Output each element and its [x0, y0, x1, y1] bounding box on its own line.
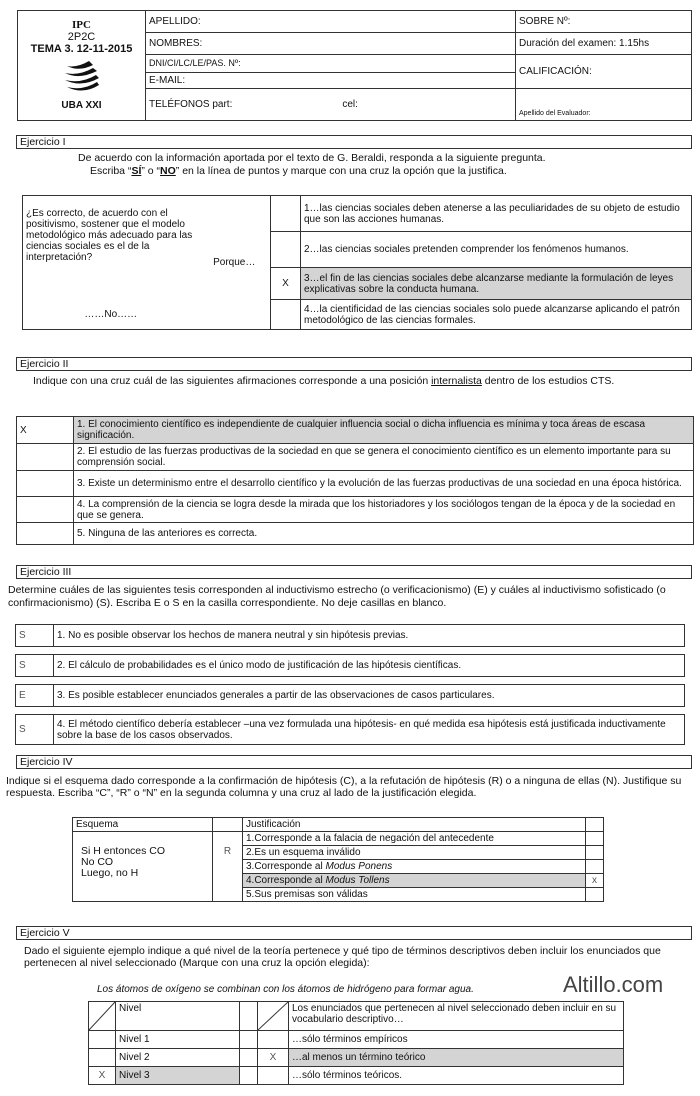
ej4-modus-tollens: Modus Tollens	[325, 875, 390, 886]
ej5-nivel-mark[interactable]: X	[89, 1067, 116, 1085]
ej1-option: 4…la cientificidad de las ciencias sociales solo puede alcanzarse aplicando el patrón metodológico de las ciencias formales.	[301, 300, 692, 330]
ej5-corner	[89, 1002, 116, 1031]
ej5-term-mark[interactable]	[258, 1067, 289, 1085]
ej2-internalista: internalista	[431, 375, 482, 387]
ej3-intro: Determine cuáles de las siguientes tesis corresponden al inductivismo estrecho (o verificacionismo) (E) y cuáles al inductivismo sofisticado (o confirmacionismo) (S). Escriba E o S en la casilla correspondiente. No deje casillas en blanco.	[8, 584, 666, 609]
exam-header	[17, 10, 692, 121]
ej2-option: 3. Existe un determinismo entre el desarrollo científico y la evolución de las fuerzas productivas de una sociedad en una época histórica.	[74, 471, 694, 497]
ej4-justificacion: 2.Es un esquema inválido	[243, 846, 586, 860]
ej4-intro: Indique si el esquema dado corresponde a la confirmación de hipótesis (C), a la refutación de hipótesis (R) o a ninguna de ellas (N). Justifique su respuesta. Escriba “C”, “R” o “N” en la segunda columna y una cruz al lado de la justificación elegida.	[6, 775, 682, 799]
ej1-option-mark[interactable]	[271, 300, 301, 330]
diagonal-line-icon	[258, 1002, 288, 1030]
ej2-option: 2. El estudio de las fuerzas productivas de la sociedad en que se genera el conocimiento científico es un elemento importante para su comprensión social.	[74, 444, 694, 471]
ej2-mark[interactable]	[17, 523, 74, 545]
ejercicio-2-title: Ejercicio II	[16, 357, 692, 371]
ej3-answer[interactable]: S	[16, 625, 54, 647]
cel-label: cel:	[342, 99, 358, 110]
ej5-nivel-selected: Nivel 3	[116, 1067, 240, 1085]
ej4-col-mark	[586, 818, 604, 832]
ej2-option: 4. La comprensión de la ciencia se logra desde la mirada que los historiadores y los sociólogos tengan de la época y de la sociedad en que se genera.	[74, 497, 694, 523]
ej3-thesis: 4. El método científico debería establecer –una vez formulada una hipótesis- en qué medida esa hipótesis está justificada inductivamente sobre la base de los casos observados.	[54, 715, 685, 745]
ej2-mark[interactable]	[17, 497, 74, 523]
ejercicio-5-title: Ejercicio V	[16, 926, 692, 940]
ej4-justificacion	[243, 860, 586, 874]
ej2-intro-text: dentro de los estudios CTS.	[481, 375, 615, 387]
ej4-modus-ponens: Modus Ponens	[325, 861, 393, 872]
ej5-spacer	[240, 1067, 258, 1085]
apellido-field[interactable]: APELLIDO:	[146, 11, 516, 33]
ej2-option: 5. Ninguna de las anteriores es correcta.	[74, 523, 694, 545]
telefonos-field[interactable]	[146, 89, 516, 121]
ej4-j3-text: 3.Corresponde al	[246, 861, 326, 872]
ej4-mark[interactable]: x	[586, 874, 604, 888]
ej1-option-mark[interactable]: X	[271, 268, 301, 300]
ej2-mark[interactable]: X	[17, 417, 74, 444]
ej4-col-answer	[213, 818, 243, 832]
email-field[interactable]: E-MAIL:	[146, 73, 516, 89]
ej1-table	[22, 195, 692, 330]
ej1-intro-1: De acuerdo con la información aportada por el texto de G. Beraldi, responda a la siguiente pregunta.	[78, 152, 546, 164]
ej5-term: …sólo términos teóricos.	[289, 1067, 624, 1085]
ej4-col-esquema: Esquema	[73, 818, 213, 832]
ej2-intro	[33, 375, 673, 387]
ej1-intro-text: ” o “	[141, 165, 161, 177]
ej3-answer[interactable]: S	[16, 655, 54, 677]
ej5-term: …sólo términos empíricos	[289, 1031, 624, 1049]
ej1-answer[interactable]: ……No……	[23, 300, 199, 330]
ej1-question: ¿Es correcto, de acuerdo con el positivismo, sostener que el modelo metodológico más adecuado para las ciencias sociales es el de la interpretación?	[23, 196, 199, 300]
ej4-table	[72, 817, 604, 902]
ejercicio-3-title: Ejercicio III	[16, 565, 692, 579]
ej4-esquema-line: Luego, no H	[81, 867, 139, 879]
dni-field[interactable]: DNI/CI/LC/LE/PAS. Nº:	[146, 55, 516, 73]
ej5-term-selected: …al menos un término teórico	[289, 1049, 624, 1067]
ej5-spacer	[240, 1031, 258, 1049]
ej4-esquema	[73, 832, 213, 902]
ej4-mark[interactable]	[586, 832, 604, 846]
ej3-answer[interactable]: S	[16, 715, 54, 745]
ej5-nivel-mark[interactable]	[89, 1049, 116, 1067]
ej1-no: NO	[160, 165, 176, 177]
ej2-intro-text: Indique con una cruz cuál de las siguientes afirmaciones corresponde a una posición	[33, 375, 432, 387]
ej5-nivel-mark[interactable]	[89, 1031, 116, 1049]
ej1-option-mark[interactable]	[271, 232, 301, 268]
duracion-label: Duración del examen: 1.15hs	[516, 33, 692, 55]
ej5-spacer	[240, 1002, 258, 1031]
ej2-table	[16, 416, 694, 545]
altillo-watermark: Altillo.com	[563, 972, 664, 997]
ej4-esquema-line: No CO	[81, 856, 114, 868]
ejercicio-4-title: Ejercicio IV	[16, 755, 692, 769]
telefonos-label: TELÉFONOS part:	[149, 99, 233, 110]
ej4-mark[interactable]	[586, 846, 604, 860]
calificacion-field[interactable]: CALIFICACIÓN:	[516, 55, 692, 89]
ej4-justificacion: 5.Sus premisas son válidas	[243, 888, 586, 902]
ej4-j4-text: 4.Corresponde al	[246, 875, 326, 886]
ej5-spacer	[240, 1049, 258, 1067]
ejercicio-1-title: Ejercicio I	[16, 135, 692, 149]
ej1-si: SÍ	[131, 165, 142, 177]
ej1-option: 1…las ciencias sociales deben atenerse a las peculiaridades de su objeto de estudio que son las acciones humanas.	[301, 196, 692, 232]
ipc-label: IPC	[72, 19, 91, 31]
ej3-table	[15, 624, 685, 745]
ej1-intro-2	[90, 165, 507, 177]
logo-text: UBA XXI	[61, 100, 102, 111]
ej4-justificacion-selected	[243, 874, 586, 888]
ej4-esquema-line: Si H entonces CO	[81, 845, 166, 857]
evaluador-field[interactable]: Apellido del Evaluador:	[516, 89, 692, 121]
ej4-answer[interactable]: R	[213, 832, 243, 902]
course-code: 2P2C	[67, 31, 96, 43]
ej5-corner	[258, 1002, 289, 1031]
diagonal-line-icon	[89, 1002, 115, 1030]
ej5-nivel: Nivel 2	[116, 1049, 240, 1067]
ej5-col-nivel: Nivel	[116, 1002, 240, 1031]
sobre-field[interactable]: SOBRE Nº:	[516, 11, 692, 33]
ej5-term-mark[interactable]: X	[258, 1049, 289, 1067]
ej2-mark[interactable]	[17, 444, 74, 471]
ej3-answer[interactable]: E	[16, 685, 54, 707]
ej4-mark[interactable]	[586, 888, 604, 902]
ej5-term-mark[interactable]	[258, 1031, 289, 1049]
ej3-thesis: 3. Es posible establecer enunciados generales a partir de las observaciones de casos particulares.	[54, 685, 685, 707]
ej1-option-mark[interactable]	[271, 196, 301, 232]
ej1-porque: Porque…	[199, 196, 271, 330]
ej5-intro: Dado el siguiente ejemplo indique a qué nivel de la teoría pertenece y qué tipo de términos descriptivos deben incluir los enunciados que pertenecen al nivel seleccionado (Marque con una cruz la opción elegida):	[24, 945, 661, 969]
ej5-col-enunciados: Los enunciados que pertenecen al nivel seleccionado deben incluir en su vocabulario descriptivo…	[289, 1002, 624, 1031]
ej2-option-selected: 1. El conocimiento científico es independiente de cualquier influencia social o dicha influencia es mínima y toca áreas de escasa significación.	[74, 417, 694, 444]
ej4-justificacion: 1.Corresponde a la falacia de negación del antecedente	[243, 832, 586, 846]
ej5-table	[88, 1001, 624, 1085]
header-logo-cell	[18, 11, 146, 121]
nombres-field[interactable]: NOMBRES:	[146, 33, 516, 55]
ej2-mark[interactable]	[17, 471, 74, 497]
ej5-nivel: Nivel 1	[116, 1031, 240, 1049]
ej1-option-selected: 3…el fin de las ciencias sociales debe alcanzarse mediante la formulación de leyes explicativas sobre la conducta humana.	[301, 268, 692, 300]
uba-logo-icon	[59, 58, 105, 98]
ej3-thesis: 1. No es posible observar los hechos de manera neutral y sin hipótesis previas.	[54, 625, 685, 647]
ej1-intro-text: Escriba “	[90, 165, 132, 177]
ej3-thesis: 2. El cálculo de probabilidades es el único modo de justificación de las hipótesis científicas.	[54, 655, 685, 677]
ej1-option: 2…las ciencias sociales pretenden comprender los fenómenos humanos.	[301, 232, 692, 268]
ej4-col-justificacion: Justificación	[243, 818, 586, 832]
ej1-intro-text: ” en la línea de puntos y marque con una cruz la opción que la justifica.	[175, 165, 507, 177]
ej4-mark[interactable]	[586, 860, 604, 874]
tema-label: TEMA 3. 12-11-2015	[30, 43, 133, 55]
ej5-example: Los átomos de oxígeno se combinan con los átomos de hidrógeno para formar agua.	[97, 984, 474, 995]
